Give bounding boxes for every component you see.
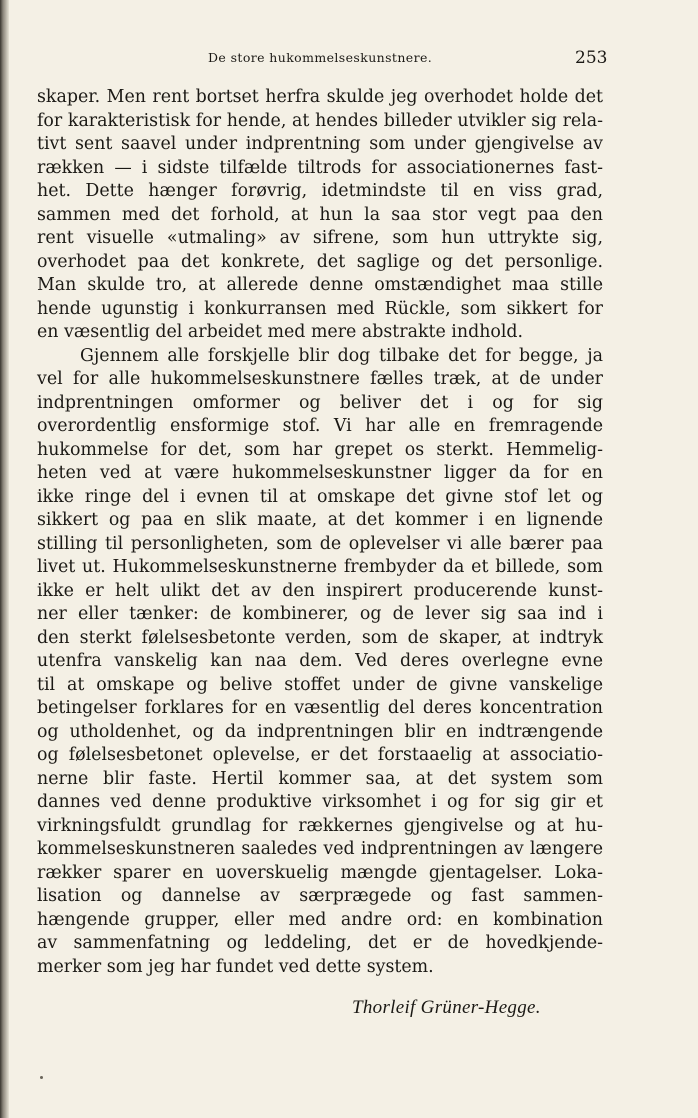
author-signature: Thorleif Grüner-Hegge. [352, 997, 541, 1018]
text-line: ikke ringe del i evnen til at omskape det givne stof let og [37, 486, 603, 507]
text-line: nerne blir faste. Hertil kommer saa, at det system som [37, 768, 603, 789]
text-line: virkningsfuldt grundlag for rækkernes gjengivelse og at hu- [37, 815, 603, 836]
text-line: het. Dette hænger forøvrig, idetmindste til en viss grad, [37, 181, 603, 201]
text-line: merker som jeg har fundet ved dette system. [37, 956, 434, 977]
text-line: sikkert og paa en slik maate, at det kommer i en lignende [37, 510, 603, 530]
text-line: ner eller tænker: de kombinerer, og de lever sig saa ind i [37, 604, 603, 624]
running-head [0, 46, 698, 76]
text-line: indprentningen omformer og beliver det i og for sig [37, 392, 603, 413]
text-line: heten ved at være hukommelseskunstner ligger da for en [37, 463, 603, 483]
text-line: hende ugunstig i konkurransen med Rückle, som sikkert for [37, 298, 603, 319]
text-line: Gjennem alle forskjelle blir dog tilbake det for begge, ja [80, 345, 603, 366]
binding-gutter [0, 0, 9, 1118]
text-line: hængende grupper, eller med andre ord: en kombination [37, 909, 603, 930]
text-line: rækken — i sidste tilfælde tiltrods for associationernes fast- [37, 157, 603, 178]
text-line: betingelser forklares for en væsentlig del deres koncentration [37, 698, 603, 718]
text-line: overordentlig ensformige stof. Vi har alle en fremragende [37, 416, 603, 436]
text-line: den sterkt følelsesbetonte verden, som de skaper, at indtryk [37, 627, 603, 648]
text-line: ikke er helt ulikt det av den inspirert producerende kunst- [37, 580, 603, 601]
text-line: hukommelse for det, som har grepet os sterkt. Hemmelig- [37, 439, 603, 460]
running-title: De store hukommelseskunstnere. [208, 50, 433, 65]
text-line: til at omskape og belive stoffet under de givne vanskelige [37, 674, 603, 695]
text-line: livet ut. Hukommelseskunstnerne frembyder da et billede, som [37, 557, 603, 577]
text-line: vel for alle hukommelseskunstnere fælles træk, at de under [37, 369, 603, 389]
text-line: en væsentlig del arbeidet med mere abstrakte indhold. [37, 322, 524, 342]
page-number: 253 [575, 48, 608, 68]
text-line: rent visuelle «utmaling» av sifrene, som hun uttrykte sig, [37, 228, 603, 248]
text-line: utenfra vanskelig kan naa dem. Ved deres overlegne evne [37, 651, 603, 671]
text-line: stilling til personligheten, som de oplevelser vi alle bærer paa [37, 533, 603, 554]
text-line: lisation og dannelse av særprægede og fast sammen- [37, 886, 603, 906]
text-line: for karakteristisk for hende, at hendes billeder utvikler sig rela- [37, 110, 603, 131]
text-line: overhodet paa det konkrete, det saglige og det personlige. [37, 251, 603, 272]
text-line: og følelsesbetonet oplevelse, er det forstaaelig at associatio- [37, 745, 603, 765]
text-line: Man skulde tro, at allerede denne omstændighet maa stille [37, 275, 603, 295]
text-line: sammen med det forhold, at hun la saa stor vegt paa den [37, 204, 603, 225]
text-line: rækker sparer en uoverskuelig mængde gjentagelser. Loka- [37, 862, 603, 883]
text-line: og utholdenhet, og da indprentningen blir en indtrængende [37, 721, 603, 742]
text-line: kommelseskunstneren saaledes ved indprentningen av længere [37, 839, 603, 859]
text-line: skaper. Men rent bortset herfra skulde jeg overhodet holde det [37, 87, 603, 107]
text-line: av sammenfatning og leddeling, det er de hovedkjende- [37, 933, 603, 953]
body-text [37, 86, 603, 979]
text-line: tivt sent saavel under indprentning som under gjengivelse av [37, 134, 603, 154]
paper-speck [40, 1076, 43, 1079]
text-line: dannes ved denne produktive virksomhet i og for sig gir et [37, 792, 603, 812]
